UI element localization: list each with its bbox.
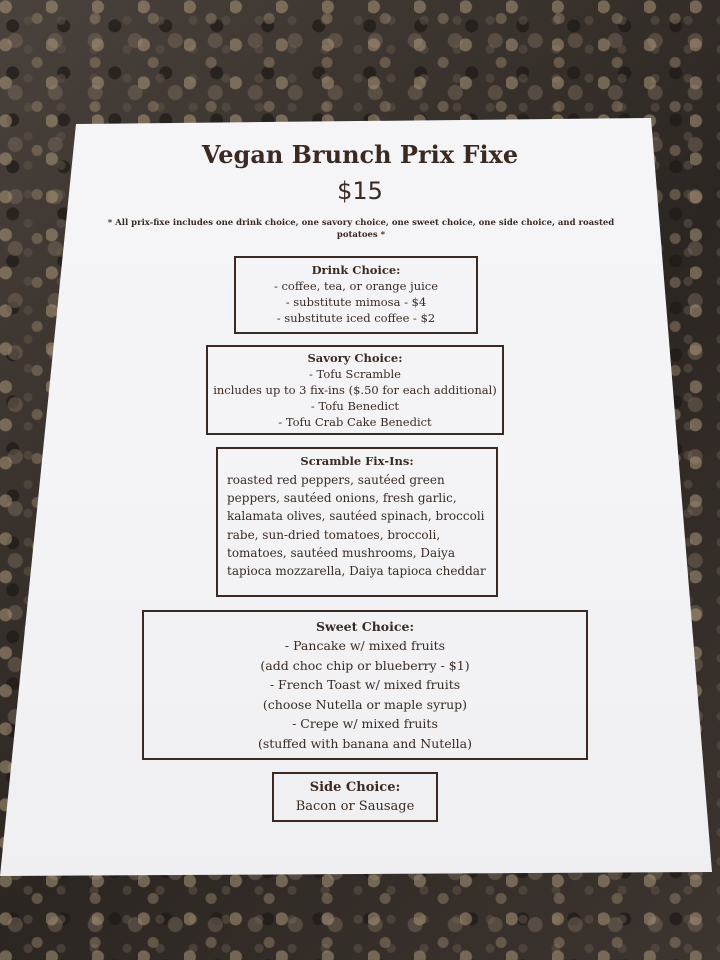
sweet-item: - Pancake w/ mixed fruits (284, 638, 446, 653)
sweet-choice-heading: Sweet Choice: (315, 619, 415, 634)
savory-item: - Tofu Benedict (310, 399, 400, 413)
savory-choice-box (206, 345, 504, 435)
scramble-fix-ins-box (216, 447, 498, 597)
sweet-item-note: (add choc chip or blueberry - $1) (260, 657, 470, 673)
side-choice-heading: Side Choice: (309, 780, 401, 795)
sweet-item: - French Toast w/ mixed fruits (269, 677, 461, 692)
sweet-item-note: (stuffed with banana and Nutella) (257, 735, 472, 751)
scramble-fix-ins-list: roasted red peppers, sautéed green peppers, sautéed onions, fresh garlic, kalamata olives, sautéed spinach, broccoli rabe, sun-dried tomatoes, broccoli, tomatoes, sautéed mushrooms, Daiya tapioca mozzarella, Daiya tapioca cheddar (227, 473, 486, 579)
sweet-choice-box (142, 610, 588, 760)
menu-price: $15 (337, 177, 383, 205)
scramble-fix-ins-heading: Scramble Fix-Ins: (300, 454, 414, 468)
drink-choice-box (234, 256, 478, 334)
prix-fixe-note: * All prix-fixe includes one drink choice, one savory choice, one sweet choice, one side choice, and roasted potatoes * (107, 218, 615, 240)
drink-item: - coffee, tea, or orange juice (273, 279, 439, 293)
drink-item: - substitute iced coffee - $2 (276, 311, 436, 325)
side-choice-box (272, 772, 438, 822)
drink-choice-heading: Drink Choice: (311, 263, 401, 277)
savory-item: - Tofu Crab Cake Benedict (278, 415, 432, 429)
sweet-item: - Crepe w/ mixed fruits (292, 716, 438, 731)
sweet-item-note: (choose Nutella or maple syrup) (262, 696, 468, 712)
drink-item: - substitute mimosa - $4 (285, 295, 427, 309)
savory-choice-heading: Savory Choice: (307, 351, 403, 365)
savory-item-note: includes up to 3 fix-ins ($.50 for each additional) (213, 383, 497, 397)
side-item: Bacon or Sausage (295, 799, 415, 814)
savory-item: - Tofu Scramble (309, 367, 401, 381)
menu-title: Vegan Brunch Prix Fixe (201, 140, 519, 169)
